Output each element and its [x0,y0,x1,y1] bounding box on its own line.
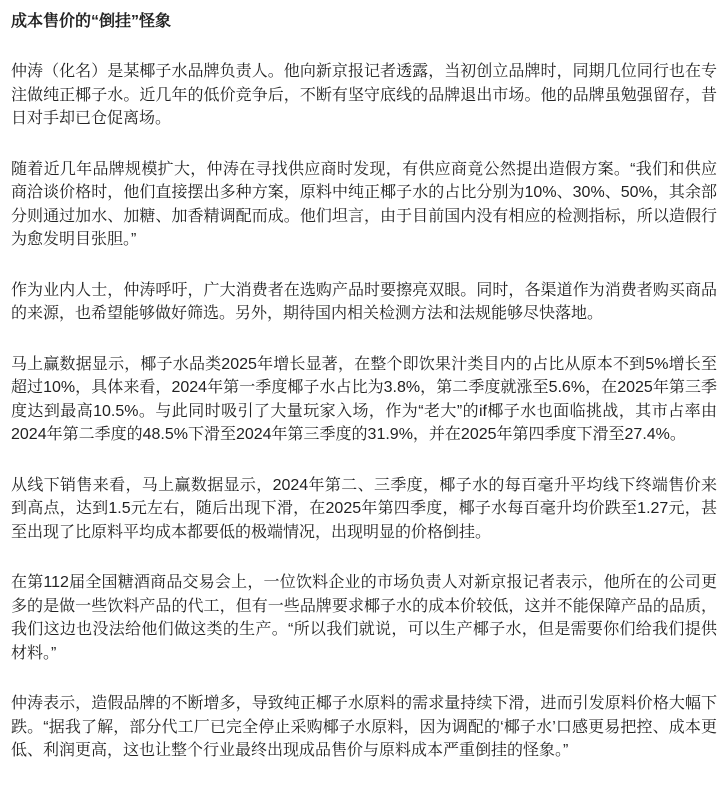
paragraph: 仲涛表示，造假品牌的不断增多，导致纯正椰子水原料的需求量持续下滑，进而引发原料价格大幅下跌。“据我了解，部分代工厂已完全停止采购椰子水原料，因为调配的‘椰子水’口感更易把控、成本更低、利润更高，这也让整个行业最终出现成品售价与原料成本严重倒挂的怪象。” [11,695,717,759]
paragraph: 作为业内人士，仲涛呼吁，广大消费者在选购产品时要擦亮双眼。同时，各渠道作为消费者购买商品的来源，也希望能够做好筛选。另外，期待国内相关检测方法和法规能够尽快落地。 [11,281,717,322]
paragraph: 随着近几年品牌规模扩大，仲涛在寻找供应商时发现，有供应商竟公然提出造假方案。“我们和供应商洽谈价格时，他们直接摆出多种方案，原料中纯正椰子水的占比分别为10%、30%、50%，其余部分则通过加水、加糖、加香精调配而成。他们坦言，由于目前国内没有相应的检测指标，所以造假行为愈发明目张胆。” [11,160,717,248]
paragraph: 仲涛（化名）是某椰子水品牌负责人。他向新京报记者透露，当初创立品牌时，同期几位同行也在专注做纯正椰子水。近几年的低价竞争后，不断有坚守底线的品牌退出市场。他的品牌虽勉强留存，昔日对手却已仓促离场。 [11,63,717,127]
section-title: 成本售价的“倒挂”怪象 [11,13,172,30]
paragraph: 在第112届全国糖酒商品交易会上，一位饮料企业的市场负责人对新京报记者表示，他所在的公司更多的是做一些饮料产品的代工，但有一些品牌要求椰子水的成本价较低，这并不能保障产品的品质，我们这边也没法给他们做这类的生产。“所以我们就说，可以生产椰子水，但是需要你们给我们提供材料。” [11,574,717,662]
paragraph: 马上赢数据显示，椰子水品类2025年增长显著，在整个即饮果汁类目内的占比从原本不到5%增长至超过10%，具体来看，2024年第一季度椰子水占比为3.8%，第二季度就涨至5.6%，在2025年第三季度达到最高10.5%。与此同时吸引了大量玩家入场，作为“老大”的if椰子水也面临挑战，其市占率由2024年第二季度的48.5%下滑至2024年第三季度的31.9%，并在2025年第四季度下滑至27.4%。 [11,355,717,443]
paragraph: 从线下销售来看，马上赢数据显示，2024年第二、三季度，椰子水的每百毫升平均线下终端售价来到高点，达到1.5元左右，随后出现下滑，在2025年第四季度，椰子水每百毫升均价跌至1.27元，甚至出现了比原料平均成本都要低的极端情况，出现明显的价格倒挂。 [11,476,717,541]
article [11,10,717,790]
